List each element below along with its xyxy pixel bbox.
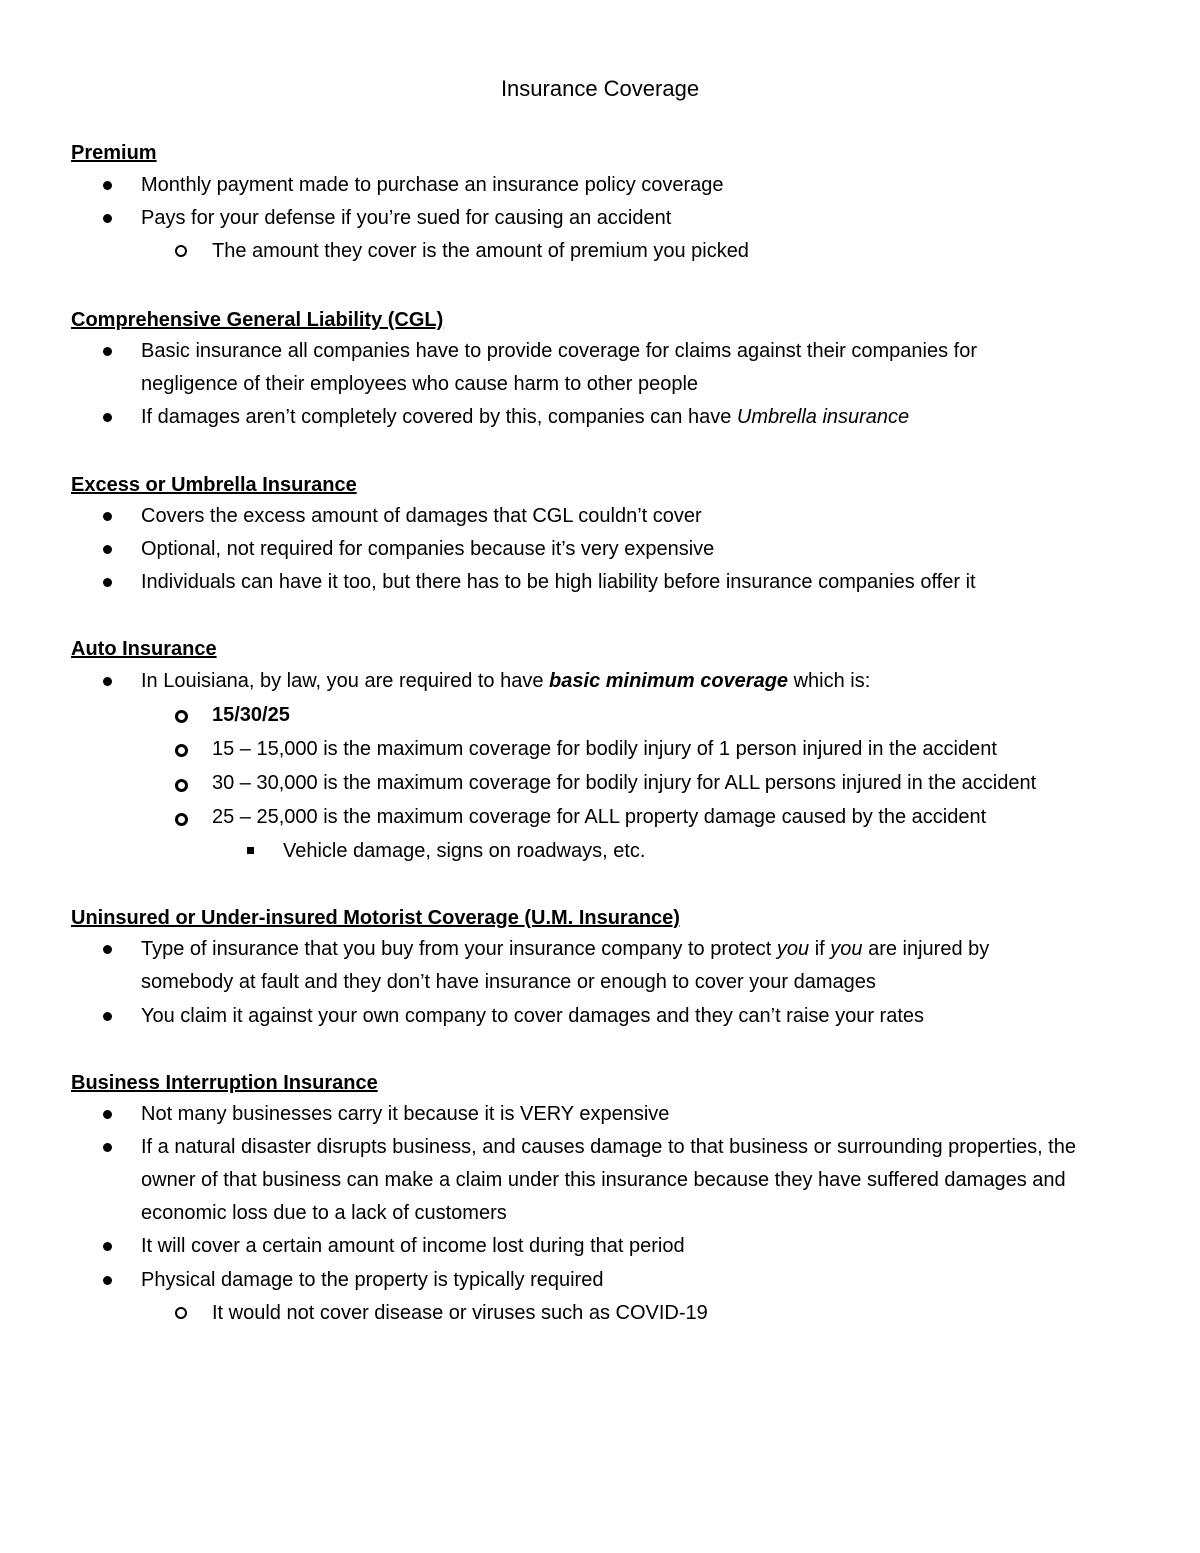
bullet-square xyxy=(247,847,254,854)
bullet-disc xyxy=(103,214,112,223)
bullet-circle xyxy=(175,1307,187,1319)
bullet-disc xyxy=(103,1143,112,1152)
item-text: Type of insurance that you buy from your insurance company to protect xyxy=(141,938,777,960)
section-heading-umbrella: Excess or Umbrella Insurance xyxy=(71,474,357,496)
item-text: if xyxy=(809,938,831,960)
bullet-disc xyxy=(103,677,112,686)
bullet-disc xyxy=(103,578,112,587)
list-item: Physical damage to the property is typically required xyxy=(141,1269,604,1291)
list-item: Not many businesses carry it because it is VERY expensive xyxy=(141,1103,670,1125)
bullet-disc xyxy=(103,512,112,521)
bullet-circle xyxy=(175,744,188,757)
list-item: 15 – 15,000 is the maximum coverage for bodily injury of 1 person injured in the accident xyxy=(212,738,997,760)
list-item xyxy=(141,933,1081,999)
list-item: Basic insurance all companies have to provide coverage for claims against their companies for negligence of their employees who cause harm to other people xyxy=(141,340,977,395)
list-item: Vehicle damage, signs on roadways, etc. xyxy=(283,840,646,862)
item-text: If damages aren’t completely covered by this, companies can have xyxy=(141,406,737,428)
bullet-circle xyxy=(175,813,188,826)
list-item: It will cover a certain amount of income lost during that period xyxy=(141,1235,685,1257)
section-heading-cgl: Comprehensive General Liability (CGL) xyxy=(71,309,444,331)
bullet-disc xyxy=(103,1110,112,1119)
bullet-disc xyxy=(103,181,112,190)
list-item: The amount they cover is the amount of premium you picked xyxy=(212,240,749,262)
bullet-circle xyxy=(175,779,188,792)
list-item: You claim it against your own company to cover damages and they can’t raise your rates xyxy=(141,1005,925,1027)
item-text: In Louisiana, by law, you are required to have xyxy=(141,670,550,692)
list-item: 25 – 25,000 is the maximum coverage for ALL property damage caused by the accident xyxy=(212,806,987,828)
bullet-disc xyxy=(103,1012,112,1021)
list-item: Individuals can have it too, but there has to be high liability before insurance companies offer it xyxy=(141,571,976,593)
list-item: Monthly payment made to purchase an insurance policy coverage xyxy=(141,174,724,196)
list-item xyxy=(141,401,1141,434)
bullet-disc xyxy=(103,1242,112,1251)
item-emphasis: basic minimum coverage xyxy=(549,670,789,692)
bullet-disc xyxy=(103,1276,112,1285)
list-item: Optional, not required for companies because it’s very expensive xyxy=(141,538,715,560)
item-emphasis: you xyxy=(776,938,810,960)
item-emphasis: you xyxy=(830,938,863,960)
bullet-disc xyxy=(103,945,112,954)
section-heading-premium: Premium xyxy=(71,142,157,164)
bullet-circle xyxy=(175,710,188,723)
item-emphasis: Umbrella insurance xyxy=(736,406,910,428)
list-item: It would not cover disease or viruses such as COVID-19 xyxy=(212,1302,708,1324)
list-item xyxy=(141,665,1141,698)
list-item: Covers the excess amount of damages that CGL couldn’t cover xyxy=(141,505,702,527)
bullet-disc xyxy=(103,545,112,554)
section-heading-auto: Auto Insurance xyxy=(71,638,217,660)
section-heading-business: Business Interruption Insurance xyxy=(71,1072,378,1094)
bullet-disc xyxy=(103,413,112,422)
item-text: are injured by somebody at fault and they don’t have insurance or enough to cover your damages xyxy=(141,938,990,993)
section-heading-um: Uninsured or Under-insured Motorist Coverage (U.M. Insurance) xyxy=(71,907,680,929)
list-item: 30 – 30,000 is the maximum coverage for bodily injury for ALL persons injured in the accident xyxy=(212,772,1037,794)
list-item: 15/30/25 xyxy=(212,704,290,726)
bullet-disc xyxy=(103,347,112,356)
list-item: Pays for your defense if you’re sued for causing an accident xyxy=(141,207,672,229)
document-title: Insurance Coverage xyxy=(500,76,700,101)
bullet-circle xyxy=(175,245,187,257)
item-text: which is: xyxy=(788,670,871,692)
list-item: If a natural disaster disrupts business, and causes damage to that business or surrounding properties, the owner of that business can make a claim under this insurance because they have suffered damages and economic loss due to a lack of customers xyxy=(141,1136,1076,1224)
